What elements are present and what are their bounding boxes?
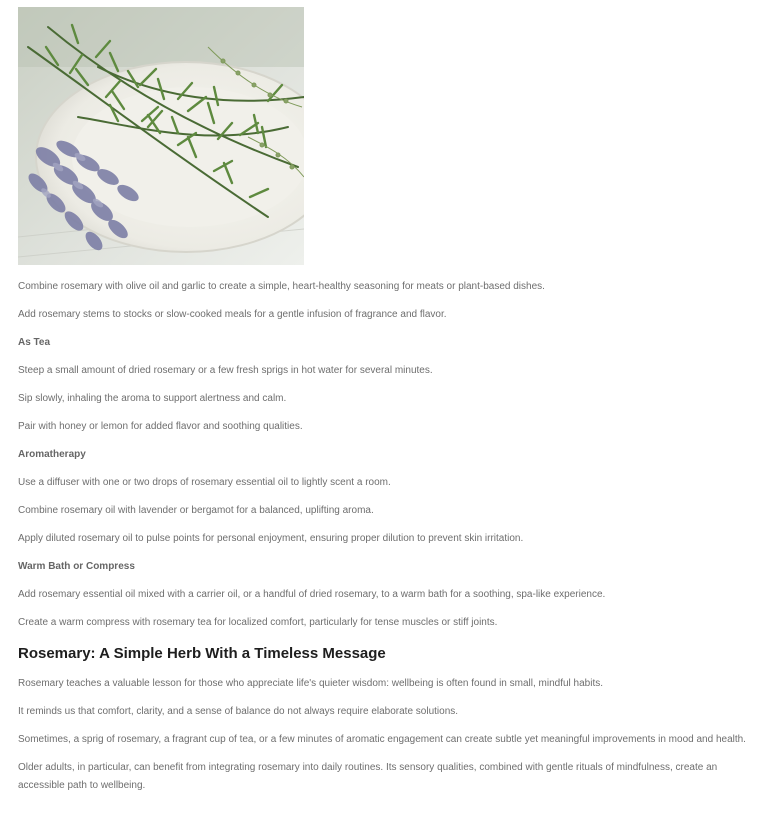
- paragraph: Add rosemary stems to stocks or slow-cooked meals for a gentle infusion of fragrance and flavor.: [18, 309, 447, 320]
- subheading-as-tea: As Tea: [18, 337, 51, 348]
- article: [18, 7, 760, 795]
- subheading-warm-bath: Warm Bath or Compress: [18, 561, 135, 572]
- paragraph: Combine rosemary oil with lavender or bergamot for a balanced, uplifting aroma.: [18, 505, 374, 516]
- paragraph: Sip slowly, inhaling the aroma to support alertness and calm.: [18, 393, 287, 404]
- paragraph: Older adults, in particular, can benefit from integrating rosemary into daily routines. Its sensory qualities, combined with gentle rituals of mindfulness, create an accessible path to wellbeing.: [18, 762, 718, 791]
- paragraph: Add rosemary essential oil mixed with a carrier oil, or a handful of dried rosemary, to a warm bath for a soothing, spa-like experience.: [18, 589, 606, 600]
- section-heading: Rosemary: A Simple Herb With a Timeless Message: [18, 645, 386, 662]
- paragraph: Pair with honey or lemon for added flavor and soothing qualities.: [18, 421, 303, 432]
- paragraph: It reminds us that comfort, clarity, and a sense of balance do not always require elaborate solutions.: [18, 706, 459, 717]
- paragraph: Apply diluted rosemary oil to pulse points for personal enjoyment, ensuring proper dilution to prevent skin irritation.: [18, 533, 524, 544]
- paragraph: Create a warm compress with rosemary tea for localized comfort, particularly for tense muscles or stiff joints.: [18, 617, 498, 628]
- paragraph: Steep a small amount of dried rosemary or a few fresh sprigs in hot water for several minutes.: [18, 365, 433, 376]
- subheading-aromatherapy: Aromatherapy: [18, 449, 86, 460]
- paragraph: Sometimes, a sprig of rosemary, a fragrant cup of tea, or a few minutes of aromatic engagement can create subtle yet meaningful improvements in mood and health.: [18, 734, 746, 745]
- paragraph: Combine rosemary with olive oil and garlic to create a simple, heart-healthy seasoning for meats or plant-based dishes.: [18, 281, 545, 292]
- article-body: [18, 278, 760, 795]
- paragraph: Use a diffuser with one or two drops of rosemary essential oil to lightly scent a room.: [18, 477, 391, 488]
- paragraph: Rosemary teaches a valuable lesson for those who appreciate life's quieter wisdom: wellbeing is often found in small, mindful habits.: [18, 678, 603, 689]
- rosemary-hero-image: [18, 7, 304, 265]
